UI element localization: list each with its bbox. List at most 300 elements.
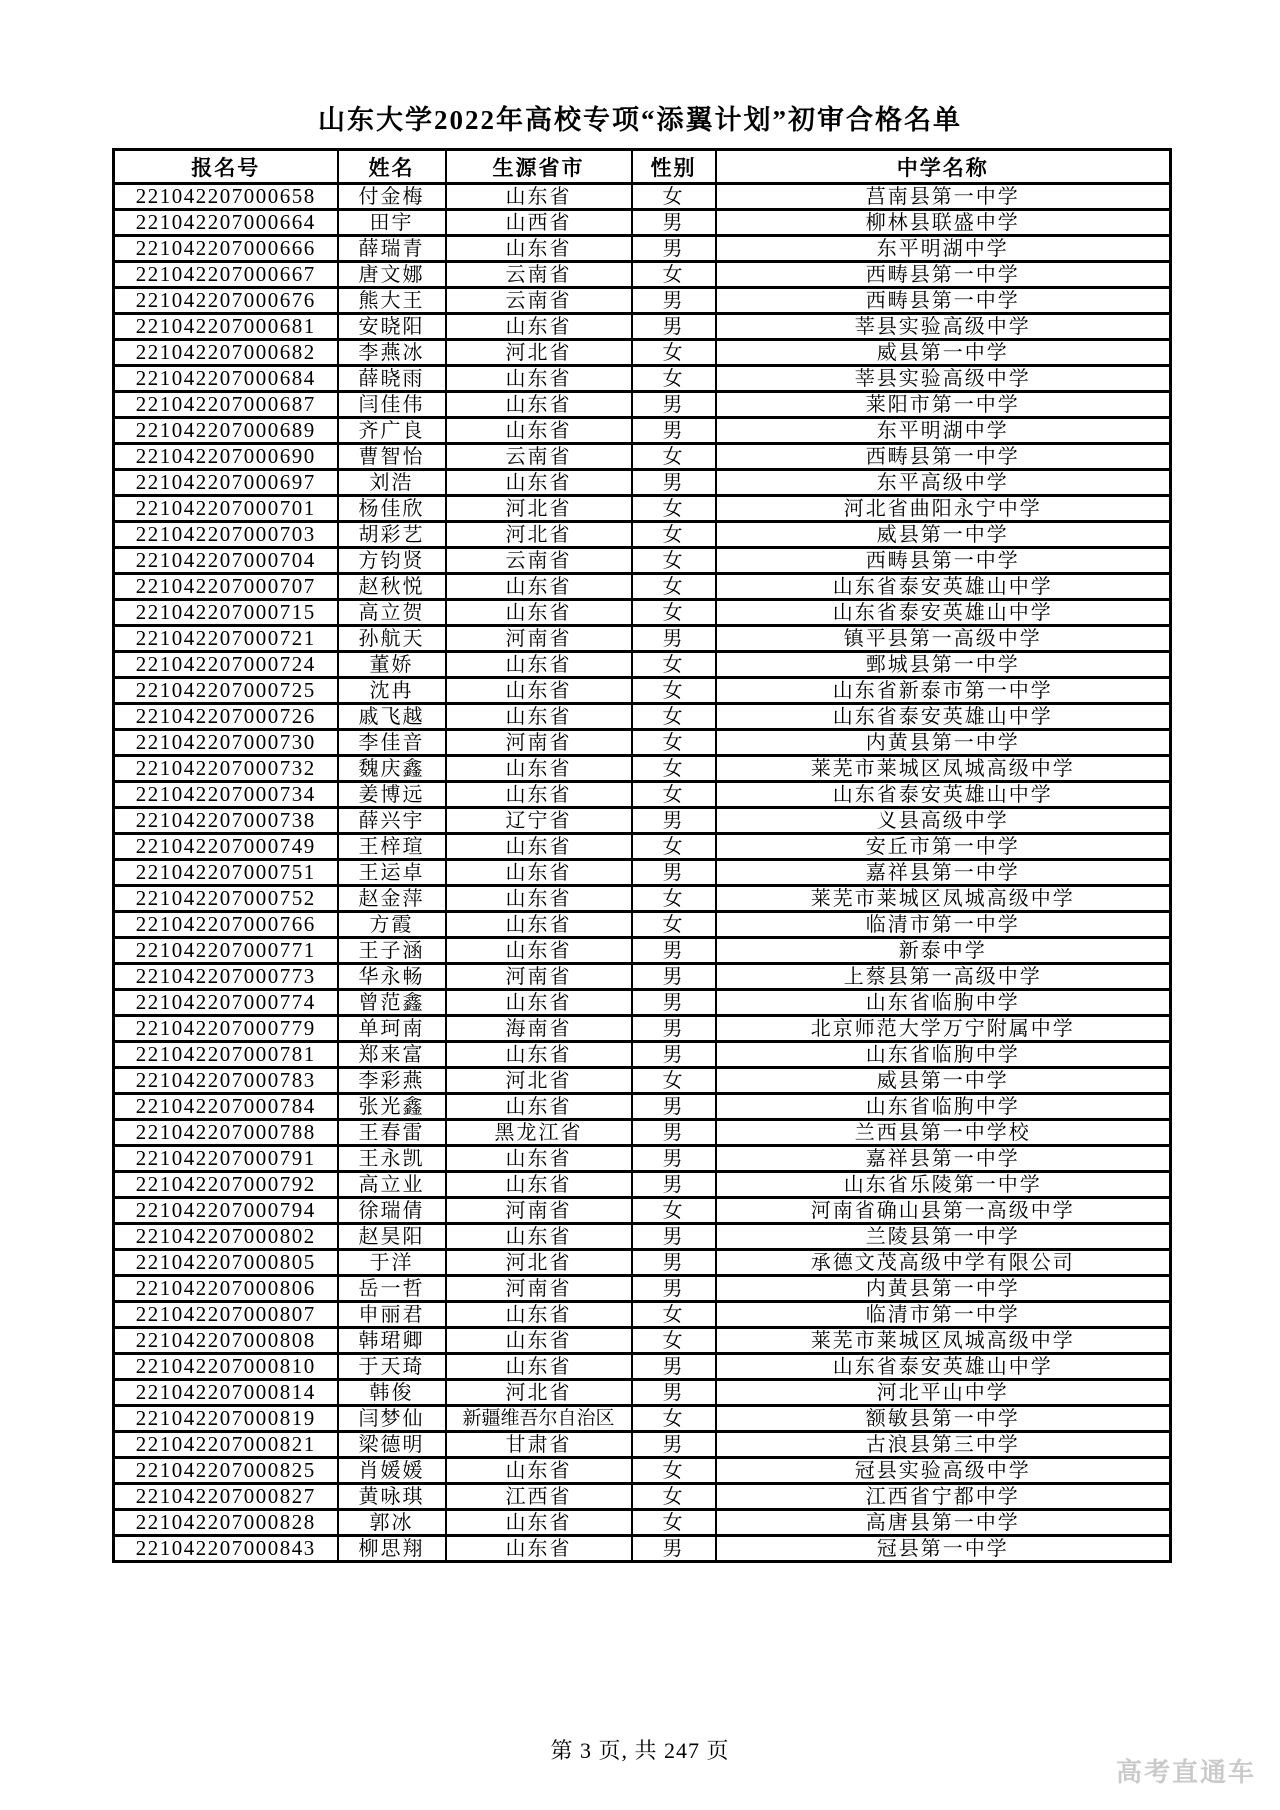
cell-reg-no: 221042207000682 (114, 340, 338, 366)
cell-school: 西畴县第一中学 (716, 548, 1171, 574)
cell-reg-no: 221042207000751 (114, 860, 338, 886)
cell-reg-no: 221042207000784 (114, 1094, 338, 1120)
cell-name: 王永凯 (338, 1146, 446, 1172)
cell-province: 山东省 (446, 1328, 632, 1354)
table-row (114, 1172, 1171, 1198)
cell-gender: 男 (632, 1276, 716, 1302)
cell-gender: 男 (632, 392, 716, 418)
cell-gender: 女 (632, 262, 716, 288)
cell-province: 山东省 (446, 990, 632, 1016)
cell-province: 山东省 (446, 1510, 632, 1536)
cell-school: 山东省泰安英雄山中学 (716, 600, 1171, 626)
cell-gender: 女 (632, 496, 716, 522)
cell-province: 山东省 (446, 704, 632, 730)
table-row (114, 444, 1171, 470)
table-row (114, 912, 1171, 938)
cell-province: 山东省 (446, 1224, 632, 1250)
cell-province: 河北省 (446, 522, 632, 548)
table-row (114, 626, 1171, 652)
cell-name: 闫梦仙 (338, 1406, 446, 1432)
cell-gender: 女 (632, 548, 716, 574)
table-row (114, 262, 1171, 288)
cell-province: 山东省 (446, 314, 632, 340)
cell-province: 河南省 (446, 730, 632, 756)
cell-reg-no: 221042207000703 (114, 522, 338, 548)
cell-gender: 女 (632, 1328, 716, 1354)
cell-province: 山东省 (446, 912, 632, 938)
cell-gender: 女 (632, 444, 716, 470)
cell-reg-no: 221042207000715 (114, 600, 338, 626)
cell-name: 徐瑞倩 (338, 1198, 446, 1224)
cell-school: 山东省临朐中学 (716, 1094, 1171, 1120)
table-row (114, 470, 1171, 496)
cell-province: 江西省 (446, 1484, 632, 1510)
table-row (114, 1406, 1171, 1432)
cell-gender: 女 (632, 1198, 716, 1224)
cell-province: 云南省 (446, 288, 632, 314)
cell-reg-no: 221042207000690 (114, 444, 338, 470)
cell-gender: 女 (632, 1510, 716, 1536)
cell-name: 赵秋悦 (338, 574, 446, 600)
cell-province: 山东省 (446, 366, 632, 392)
cell-province: 山东省 (446, 652, 632, 678)
cell-name: 齐广良 (338, 418, 446, 444)
cell-school: 威县第一中学 (716, 522, 1171, 548)
cell-province: 山东省 (446, 392, 632, 418)
cell-gender: 男 (632, 418, 716, 444)
table-row (114, 678, 1171, 704)
cell-school: 河南省确山县第一高级中学 (716, 1198, 1171, 1224)
cell-reg-no: 221042207000766 (114, 912, 338, 938)
cell-province: 河北省 (446, 496, 632, 522)
cell-province: 云南省 (446, 548, 632, 574)
table-row (114, 1354, 1171, 1380)
cell-gender: 男 (632, 938, 716, 964)
cell-name: 姜博远 (338, 782, 446, 808)
cell-school: 临清市第一中学 (716, 1302, 1171, 1328)
column-header-name: 姓名 (338, 150, 446, 184)
cell-gender: 女 (632, 1484, 716, 1510)
cell-school: 额敏县第一中学 (716, 1406, 1171, 1432)
cell-name: 李佳音 (338, 730, 446, 756)
cell-gender: 男 (632, 1146, 716, 1172)
cell-name: 薛瑞青 (338, 236, 446, 262)
cell-gender: 男 (632, 210, 716, 236)
cell-reg-no: 221042207000689 (114, 418, 338, 444)
cell-name: 申丽君 (338, 1302, 446, 1328)
table-row (114, 1068, 1171, 1094)
cell-gender: 女 (632, 1068, 716, 1094)
table-row (114, 1250, 1171, 1276)
table-row (114, 834, 1171, 860)
cell-gender: 男 (632, 1432, 716, 1458)
cell-gender: 女 (632, 366, 716, 392)
cell-province: 山东省 (446, 1302, 632, 1328)
cell-gender: 女 (632, 574, 716, 600)
cell-name: 单珂南 (338, 1016, 446, 1042)
table-row (114, 600, 1171, 626)
cell-name: 魏庆鑫 (338, 756, 446, 782)
page-number: 第 3 页, 共 247 页 (550, 1738, 730, 1763)
cell-gender: 女 (632, 886, 716, 912)
cell-school: 山东省泰安英雄山中学 (716, 1354, 1171, 1380)
cell-gender: 女 (632, 184, 716, 210)
cell-gender: 女 (632, 678, 716, 704)
table-row (114, 1146, 1171, 1172)
table-row (114, 1276, 1171, 1302)
cell-gender: 男 (632, 1042, 716, 1068)
cell-gender: 男 (632, 964, 716, 990)
cell-reg-no: 221042207000819 (114, 1406, 338, 1432)
cell-name: 岳一哲 (338, 1276, 446, 1302)
cell-name: 田宇 (338, 210, 446, 236)
cell-name: 薛晓雨 (338, 366, 446, 392)
cell-name: 王梓瑄 (338, 834, 446, 860)
cell-reg-no: 221042207000725 (114, 678, 338, 704)
table-row (114, 1042, 1171, 1068)
cell-gender: 女 (632, 756, 716, 782)
cell-reg-no: 221042207000805 (114, 1250, 338, 1276)
cell-province: 山东省 (446, 938, 632, 964)
cell-reg-no: 221042207000814 (114, 1380, 338, 1406)
cell-province: 山东省 (446, 678, 632, 704)
cell-gender: 女 (632, 652, 716, 678)
table-row (114, 184, 1171, 210)
table-row (114, 1198, 1171, 1224)
cell-name: 王运卓 (338, 860, 446, 886)
cell-school: 冠县实验高级中学 (716, 1458, 1171, 1484)
cell-school: 新泰中学 (716, 938, 1171, 964)
cell-province: 河南省 (446, 1276, 632, 1302)
table-row (114, 990, 1171, 1016)
cell-gender: 男 (632, 1094, 716, 1120)
cell-reg-no: 221042207000783 (114, 1068, 338, 1094)
cell-reg-no: 221042207000676 (114, 288, 338, 314)
cell-reg-no: 221042207000730 (114, 730, 338, 756)
cell-school: 临清市第一中学 (716, 912, 1171, 938)
cell-reg-no: 221042207000828 (114, 1510, 338, 1536)
cell-gender: 男 (632, 1224, 716, 1250)
cell-school: 嘉祥县第一中学 (716, 860, 1171, 886)
table-row (114, 756, 1171, 782)
cell-name: 沈冉 (338, 678, 446, 704)
cell-name: 董娇 (338, 652, 446, 678)
cell-school: 兰陵县第一中学 (716, 1224, 1171, 1250)
cell-reg-no: 221042207000810 (114, 1354, 338, 1380)
cell-province: 山东省 (446, 886, 632, 912)
cell-reg-no: 221042207000791 (114, 1146, 338, 1172)
cell-reg-no: 221042207000779 (114, 1016, 338, 1042)
cell-reg-no: 221042207000821 (114, 1432, 338, 1458)
cell-school: 莘县实验高级中学 (716, 314, 1171, 340)
cell-name: 李彩燕 (338, 1068, 446, 1094)
table-row (114, 392, 1171, 418)
cell-province: 山东省 (446, 1146, 632, 1172)
cell-reg-no: 221042207000734 (114, 782, 338, 808)
cell-school: 山东省乐陵第一中学 (716, 1172, 1171, 1198)
cell-gender: 男 (632, 626, 716, 652)
cell-reg-no: 221042207000771 (114, 938, 338, 964)
cell-name: 方霞 (338, 912, 446, 938)
cell-school: 安丘市第一中学 (716, 834, 1171, 860)
cell-reg-no: 221042207000707 (114, 574, 338, 600)
cell-province: 河南省 (446, 626, 632, 652)
cell-name: 于天琦 (338, 1354, 446, 1380)
cell-gender: 女 (632, 782, 716, 808)
cell-gender: 男 (632, 1250, 716, 1276)
cell-gender: 女 (632, 704, 716, 730)
table-row (114, 860, 1171, 886)
cell-province: 山东省 (446, 1536, 632, 1562)
cell-school: 高唐县第一中学 (716, 1510, 1171, 1536)
cell-reg-no: 221042207000788 (114, 1120, 338, 1146)
cell-gender: 男 (632, 1380, 716, 1406)
table-row (114, 886, 1171, 912)
cell-reg-no: 221042207000726 (114, 704, 338, 730)
table-row (114, 1016, 1171, 1042)
table-row (114, 808, 1171, 834)
table-row (114, 1328, 1171, 1354)
cell-gender: 男 (632, 236, 716, 262)
cell-name: 郑来富 (338, 1042, 446, 1068)
cell-gender: 女 (632, 1406, 716, 1432)
cell-name: 高立业 (338, 1172, 446, 1198)
cell-school: 莱芜市莱城区凤城高级中学 (716, 1328, 1171, 1354)
cell-school: 河北省曲阳永宁中学 (716, 496, 1171, 522)
cell-school: 威县第一中学 (716, 340, 1171, 366)
table-row (114, 366, 1171, 392)
table-row (114, 1484, 1171, 1510)
cell-reg-no: 221042207000738 (114, 808, 338, 834)
cell-gender: 男 (632, 470, 716, 496)
cell-name: 王春雷 (338, 1120, 446, 1146)
cell-reg-no: 221042207000666 (114, 236, 338, 262)
cell-reg-no: 221042207000724 (114, 652, 338, 678)
cell-school: 河北平山中学 (716, 1380, 1171, 1406)
table-row (114, 782, 1171, 808)
cell-gender: 女 (632, 600, 716, 626)
cell-province: 山东省 (446, 574, 632, 600)
cell-gender: 女 (632, 522, 716, 548)
cell-name: 韩珺卿 (338, 1328, 446, 1354)
cell-name: 黄咏琪 (338, 1484, 446, 1510)
cell-reg-no: 221042207000664 (114, 210, 338, 236)
table-row (114, 1094, 1171, 1120)
watermark-text: 高考直通车 (1115, 1757, 1256, 1787)
cell-province: 山东省 (446, 756, 632, 782)
cell-name: 刘浩 (338, 470, 446, 496)
cell-reg-no: 221042207000749 (114, 834, 338, 860)
cell-name: 于洋 (338, 1250, 446, 1276)
table-row (114, 1536, 1171, 1562)
cell-school: 东平明湖中学 (716, 418, 1171, 444)
cell-school: 西畴县第一中学 (716, 444, 1171, 470)
cell-reg-no: 221042207000781 (114, 1042, 338, 1068)
cell-province: 河南省 (446, 964, 632, 990)
cell-province: 辽宁省 (446, 808, 632, 834)
cell-gender: 男 (632, 1354, 716, 1380)
cell-school: 东平高级中学 (716, 470, 1171, 496)
cell-school: 兰西县第一中学校 (716, 1120, 1171, 1146)
cell-name: 高立贺 (338, 600, 446, 626)
cell-school: 山东省泰安英雄山中学 (716, 574, 1171, 600)
cell-name: 王子涵 (338, 938, 446, 964)
cell-name: 张光鑫 (338, 1094, 446, 1120)
cell-name: 赵金萍 (338, 886, 446, 912)
table-row (114, 652, 1171, 678)
column-header-gender: 性别 (632, 150, 716, 184)
cell-province: 河北省 (446, 1250, 632, 1276)
table-row (114, 340, 1171, 366)
cell-reg-no: 221042207000794 (114, 1198, 338, 1224)
table-row (114, 1120, 1171, 1146)
cell-school: 西畴县第一中学 (716, 262, 1171, 288)
cell-province: 山东省 (446, 1172, 632, 1198)
table-row (114, 1510, 1171, 1536)
table-row (114, 1380, 1171, 1406)
cell-reg-no: 221042207000843 (114, 1536, 338, 1562)
table-body (114, 184, 1171, 1562)
table-row (114, 1224, 1171, 1250)
cell-province: 山东省 (446, 1354, 632, 1380)
cell-province: 山西省 (446, 210, 632, 236)
cell-reg-no: 221042207000806 (114, 1276, 338, 1302)
cell-province: 山东省 (446, 1042, 632, 1068)
cell-name: 梁德明 (338, 1432, 446, 1458)
cell-school: 西畴县第一中学 (716, 288, 1171, 314)
cell-reg-no: 221042207000774 (114, 990, 338, 1016)
column-header-province: 生源省市 (446, 150, 632, 184)
cell-reg-no: 221042207000802 (114, 1224, 338, 1250)
column-header-reg-no: 报名号 (114, 150, 338, 184)
cell-gender: 男 (632, 1016, 716, 1042)
cell-school: 义县高级中学 (716, 808, 1171, 834)
cell-province: 云南省 (446, 262, 632, 288)
cell-reg-no: 221042207000667 (114, 262, 338, 288)
cell-province: 山东省 (446, 418, 632, 444)
table-row (114, 236, 1171, 262)
cell-gender: 女 (632, 730, 716, 756)
table-row (114, 548, 1171, 574)
cell-reg-no: 221042207000681 (114, 314, 338, 340)
cell-province: 山东省 (446, 860, 632, 886)
cell-province: 河北省 (446, 1068, 632, 1094)
cell-school: 莱芜市莱城区凤城高级中学 (716, 756, 1171, 782)
cell-reg-no: 221042207000825 (114, 1458, 338, 1484)
cell-school: 山东省临朐中学 (716, 990, 1171, 1016)
cell-gender: 男 (632, 990, 716, 1016)
cell-name: 唐文娜 (338, 262, 446, 288)
cell-gender: 女 (632, 1458, 716, 1484)
table-row (114, 522, 1171, 548)
cell-gender: 女 (632, 340, 716, 366)
cell-reg-no: 221042207000773 (114, 964, 338, 990)
cell-gender: 男 (632, 314, 716, 340)
table-row (114, 210, 1171, 236)
cell-gender: 女 (632, 834, 716, 860)
cell-name: 安晓阳 (338, 314, 446, 340)
cell-name: 李燕冰 (338, 340, 446, 366)
cell-school: 上蔡县第一高级中学 (716, 964, 1171, 990)
table-row (114, 1302, 1171, 1328)
cell-province: 河北省 (446, 340, 632, 366)
table-row (114, 288, 1171, 314)
cell-gender: 女 (632, 912, 716, 938)
cell-reg-no: 221042207000697 (114, 470, 338, 496)
cell-reg-no: 221042207000701 (114, 496, 338, 522)
cell-school: 北京师范大学万宁附属中学 (716, 1016, 1171, 1042)
cell-province: 河南省 (446, 1198, 632, 1224)
cell-reg-no: 221042207000792 (114, 1172, 338, 1198)
cell-name: 华永畅 (338, 964, 446, 990)
cell-school: 山东省泰安英雄山中学 (716, 782, 1171, 808)
cell-school: 冠县第一中学 (716, 1536, 1171, 1562)
table-row (114, 418, 1171, 444)
cell-province: 河北省 (446, 1380, 632, 1406)
cell-province: 黑龙江省 (446, 1120, 632, 1146)
cell-reg-no: 221042207000687 (114, 392, 338, 418)
table-row (114, 938, 1171, 964)
table-row (114, 730, 1171, 756)
cell-name: 孙航天 (338, 626, 446, 652)
cell-province: 甘肃省 (446, 1432, 632, 1458)
table-row (114, 1458, 1171, 1484)
column-header-school: 中学名称 (716, 150, 1171, 184)
cell-school: 莱阳市第一中学 (716, 392, 1171, 418)
cell-name: 薛兴宇 (338, 808, 446, 834)
table-row (114, 496, 1171, 522)
cell-school: 莱芜市莱城区凤城高级中学 (716, 886, 1171, 912)
cell-school: 承德文茂高级中学有限公司 (716, 1250, 1171, 1276)
cell-school: 鄄城县第一中学 (716, 652, 1171, 678)
cell-name: 郭冰 (338, 1510, 446, 1536)
table-row (114, 964, 1171, 990)
cell-province: 山东省 (446, 470, 632, 496)
cell-gender: 男 (632, 1536, 716, 1562)
cell-name: 肖媛媛 (338, 1458, 446, 1484)
cell-name: 付金梅 (338, 184, 446, 210)
cell-school: 山东省泰安英雄山中学 (716, 704, 1171, 730)
cell-reg-no: 221042207000752 (114, 886, 338, 912)
cell-school: 东平明湖中学 (716, 236, 1171, 262)
cell-gender: 男 (632, 288, 716, 314)
cell-reg-no: 221042207000827 (114, 1484, 338, 1510)
header-row (114, 150, 1171, 184)
cell-school: 嘉祥县第一中学 (716, 1146, 1171, 1172)
page-title: 山东大学2022年高校专项“添翼计划”初审合格名单 (318, 105, 962, 135)
table-row (114, 1432, 1171, 1458)
cell-province: 云南省 (446, 444, 632, 470)
cell-name: 熊大王 (338, 288, 446, 314)
cell-school: 古浪县第三中学 (716, 1432, 1171, 1458)
cell-province: 新疆维吾尔自治区 (446, 1406, 632, 1432)
cell-name: 曾范鑫 (338, 990, 446, 1016)
cell-school: 镇平县第一高级中学 (716, 626, 1171, 652)
cell-reg-no: 221042207000684 (114, 366, 338, 392)
cell-province: 山东省 (446, 600, 632, 626)
cell-school: 山东省新泰市第一中学 (716, 678, 1171, 704)
cell-reg-no: 221042207000704 (114, 548, 338, 574)
cell-name: 胡彩艺 (338, 522, 446, 548)
cell-reg-no: 221042207000808 (114, 1328, 338, 1354)
cell-school: 内黄县第一中学 (716, 1276, 1171, 1302)
cell-name: 杨佳欣 (338, 496, 446, 522)
cell-name: 赵昊阳 (338, 1224, 446, 1250)
cell-school: 江西省宁都中学 (716, 1484, 1171, 1510)
cell-name: 韩俊 (338, 1380, 446, 1406)
cell-gender: 男 (632, 860, 716, 886)
cell-name: 柳思翔 (338, 1536, 446, 1562)
